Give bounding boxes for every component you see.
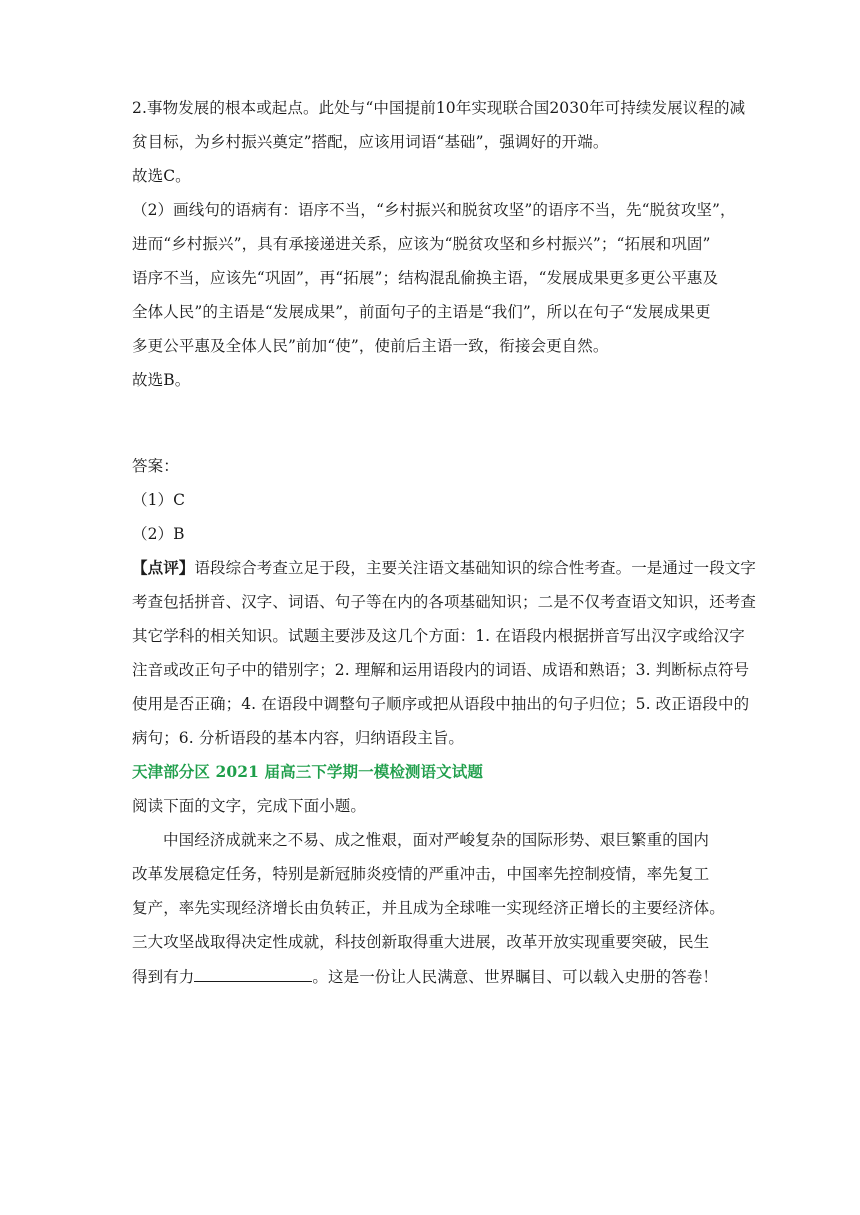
explanation-line: 语序不当，应该先“巩固”，再“拓展”；结构混乱偷换主语，“发展成果更多更公平惠及: [132, 269, 719, 287]
explanation-line: 全体人民”的主语是“发展成果”，前面句子的主语是“我们”，所以在句子“发展成果更: [132, 303, 711, 321]
source-title: 天津部分区 2021 届高三下学期一模检测语文试题: [132, 762, 483, 781]
comment-tag: 【点评】: [132, 558, 195, 577]
answer-section: [132, 455, 732, 545]
explanation-line: 进而“乡村振兴”，具有承接递进关系，应该为“脱贫攻坚和乡村振兴”；“拓展和巩固”: [132, 235, 711, 253]
comment-section: [132, 557, 757, 749]
answer-item: （2）B: [132, 525, 185, 543]
explanation-line: 贫目标，为乡村振兴奠定”搭配，应该用词语“基础”，强调好的开端。: [132, 133, 609, 151]
explanation-section: [132, 97, 746, 391]
passage-suffix: 。这是一份让人民满意、世界瞩目、可以载入史册的答卷！: [312, 968, 719, 986]
comment-line: 病句；6. 分析语段的基本内容，归纳语段主旨。: [132, 729, 465, 747]
answer-label: 答案：: [132, 457, 179, 475]
instruction: 阅读下面的文字，完成下面小题。: [132, 797, 367, 815]
passage-line: 中国经济成就来之不易、成之惟艰，面对严峻复杂的国际形势、艰巨繁重的国内: [163, 831, 710, 849]
passage-line: 改革发展稳定任务，特别是新冠肺炎疫情的严重冲击，中国率先控制疫情，率先复工: [132, 865, 710, 883]
explanation-line: 2.事物发展的根本或起点。此处与“中国提前10年实现联合国2030年可持续发展议程的减: [132, 99, 746, 117]
passage-line: 复产，率先实现经济增长由负转正，并且成为全球唯一实现经济正增长的主要经济体。: [132, 899, 725, 917]
answer-item: （1）C: [132, 491, 186, 509]
explanation-line: 多更公平惠及全体人民”前加“使”，使前后主语一致，衔接会更自然。: [132, 337, 609, 355]
explanation-line: 故选B。: [132, 371, 191, 389]
explanation-line: 故选C。: [132, 167, 191, 185]
passage-line: 三大攻坚战取得决定性成就，科技创新取得重大进展，改革开放实现重要突破，民生: [132, 933, 710, 951]
comment-text: 语段综合考查立足于段，主要关注语文基础知识的综合性考查。一是通过一段文字: [194, 559, 757, 577]
explanation-line: （2）画线句的语病有：语序不当，“乡村振兴和脱贫攻坚”的语序不当，先“脱贫攻坚”，: [132, 201, 736, 219]
passage-prefix: 得到有力: [132, 968, 195, 986]
document-page: [132, 97, 757, 999]
comment-line: 注音或改正句子中的错别字；2. 理解和运用语段内的词语、成语和熟语；3. 判断标点符号: [132, 661, 750, 679]
comment-line: 考查包括拼音、汉字、词语、句子等在内的各项基础知识；二是不仅考查语文知识，还考查: [132, 593, 757, 611]
reading-passage: [132, 829, 732, 987]
fill-in-blank: [194, 965, 312, 982]
comment-line: 其它学科的相关知识。试题主要涉及这几个方面：1. 在语段内根据拼音写出汉字或给汉字: [132, 627, 745, 645]
comment-line: [132, 557, 757, 579]
comment-line: 使用是否正确；4. 在语段中调整句子顺序或把从语段中抽出的句子归位；5. 改正语段中的: [132, 695, 750, 713]
passage-line: [132, 965, 732, 987]
